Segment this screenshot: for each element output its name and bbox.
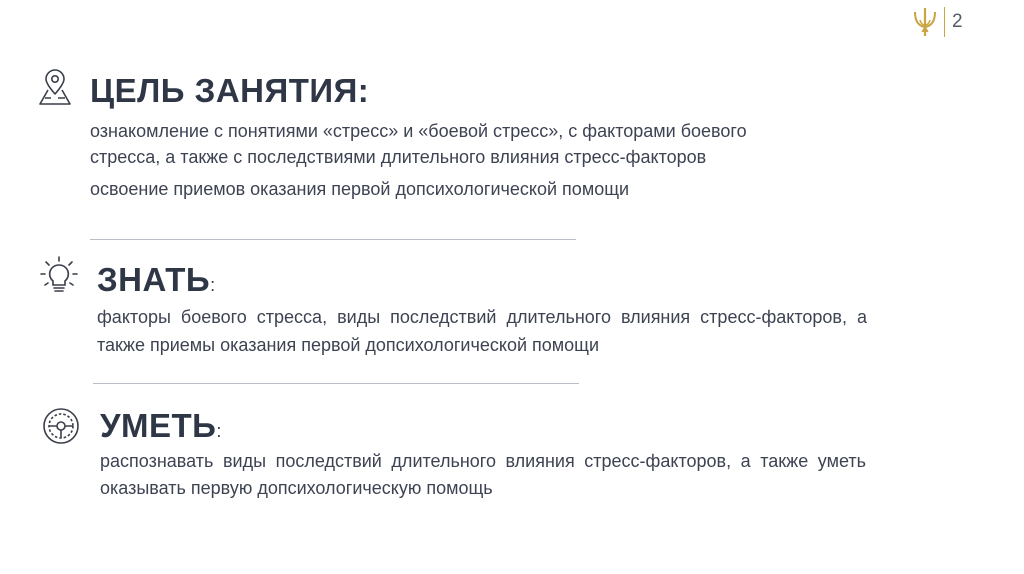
map-pin-icon: [36, 68, 74, 108]
goal-line-1: ознакомление с понятиями «стресс» и «боевой стресс», с факторами боевого: [90, 121, 747, 141]
logo-divider: [944, 7, 945, 37]
skill-title-text: УМЕТЬ: [100, 407, 217, 444]
know-title-colon: :: [210, 275, 216, 295]
know-text: факторы боевого стресса, виды последствий длительного влияния стресс-факторов, а также приемы оказания первой допсихологической помощи: [97, 307, 867, 355]
divider-1: [90, 239, 576, 240]
page-number: 2: [952, 11, 963, 32]
skill-title-colon: :: [216, 421, 222, 441]
skill-title: [100, 407, 222, 445]
skill-text: распознавать виды последствий длительного влияния стресс-факторов, а также уметь оказывать первую допсихологическую помощь: [100, 451, 866, 498]
steering-wheel-icon: [41, 406, 81, 446]
goal-line-3: освоение приемов оказания первой допсихологической помощи: [90, 179, 630, 199]
lightbulb-icon: [38, 255, 80, 297]
know-title: [97, 261, 216, 299]
know-title-text: ЗНАТЬ: [97, 261, 211, 298]
goal-text: [90, 118, 890, 202]
slide-header: [912, 4, 982, 40]
divider-2: [93, 383, 579, 384]
trident-logo: [912, 6, 938, 38]
goal-title: ЦЕЛЬ ЗАНЯТИЯ:: [90, 72, 370, 109]
goal-line-2: стресса, а также с последствиями длительного влияния стресс-факторов: [90, 147, 707, 167]
